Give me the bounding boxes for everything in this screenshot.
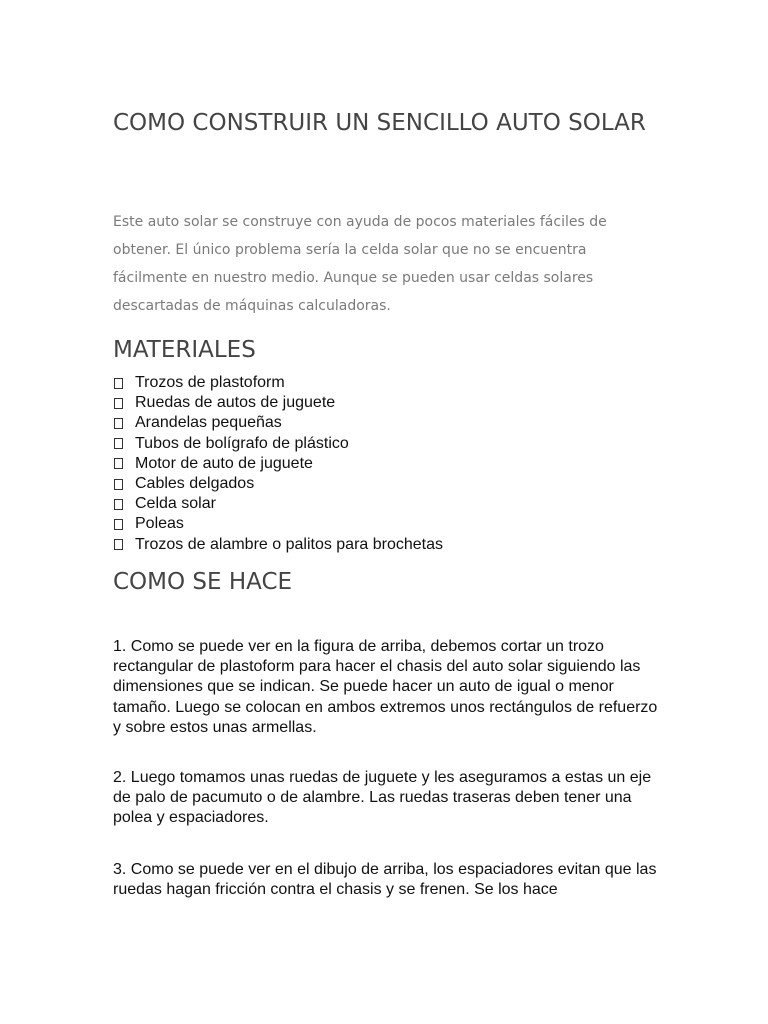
list-item-label: Motor de auto de juguete: [135, 454, 313, 472]
checkbox-bullet-icon: [114, 438, 123, 449]
checkbox-bullet-icon: [114, 519, 123, 530]
page-title: COMO CONSTRUIR UN SENCILLO AUTO SOLAR: [113, 110, 646, 136]
list-item: [113, 535, 443, 555]
step-paragraph-1: 1. Como se puede ver en la figura de arriba, debemos cortar un trozo rectangular de plastoform para hacer el chasis del auto solar siguiendo las dimensiones que se indican. Se puede hacer un auto de igual o menor tamaño. Luego se colocan en ambos extremos unos rectángulos de refuerzo y sobre estos unas armellas.: [113, 638, 658, 736]
list-item: [113, 434, 443, 454]
checkbox-bullet-icon: [114, 499, 123, 510]
list-item-label: Arandelas pequeñas: [135, 414, 282, 432]
list-item-label: Trozos de alambre o palitos para brochetas: [135, 535, 444, 553]
checkbox-bullet-icon: [114, 378, 123, 389]
step-paragraph-2: 2. Luego tomamos unas ruedas de juguete y les aseguramos a estas un eje de palo de pacumuto o de alambre. Las ruedas traseras deben tener una polea y espaciadores.: [113, 769, 652, 827]
list-item: [113, 474, 443, 494]
checkbox-bullet-icon: [114, 458, 123, 469]
list-item: [113, 514, 443, 534]
list-item-label: Celda solar: [135, 495, 216, 513]
materials-heading: MATERIALES: [113, 337, 256, 363]
list-item-label: Cables delgados: [135, 475, 255, 493]
intro-paragraph: Este auto solar se construye con ayuda de pocos materiales fáciles de obtener. El único problema sería la celda solar que no se encuentra fácilmente en nuestro medio. Aunque se pueden usar celdas solares descartadas de máquinas calculadoras.: [113, 214, 607, 314]
checkbox-bullet-icon: [114, 539, 123, 550]
checkbox-bullet-icon: [114, 418, 123, 429]
checkbox-bullet-icon: [114, 398, 123, 409]
list-item: [113, 413, 443, 433]
list-item: [113, 494, 443, 514]
howto-heading: COMO SE HACE: [113, 569, 293, 595]
list-item: [113, 454, 443, 474]
list-item-label: Poleas: [135, 515, 184, 533]
list-item: [113, 393, 443, 413]
list-item-label: Tubos de bolígrafo de plástico: [135, 434, 349, 452]
list-item-label: Trozos de plastoform: [135, 374, 285, 391]
checkbox-bullet-icon: [114, 479, 123, 490]
materials-list: [113, 373, 443, 555]
list-item-label: Ruedas de autos de juguete: [135, 394, 336, 412]
step-paragraph-3: 3. Como se puede ver en el dibujo de arriba, los espaciadores evitan que las ruedas hagan fricción contra el chasis y se frenen. Se los hace: [113, 861, 657, 899]
list-item: [113, 373, 443, 393]
